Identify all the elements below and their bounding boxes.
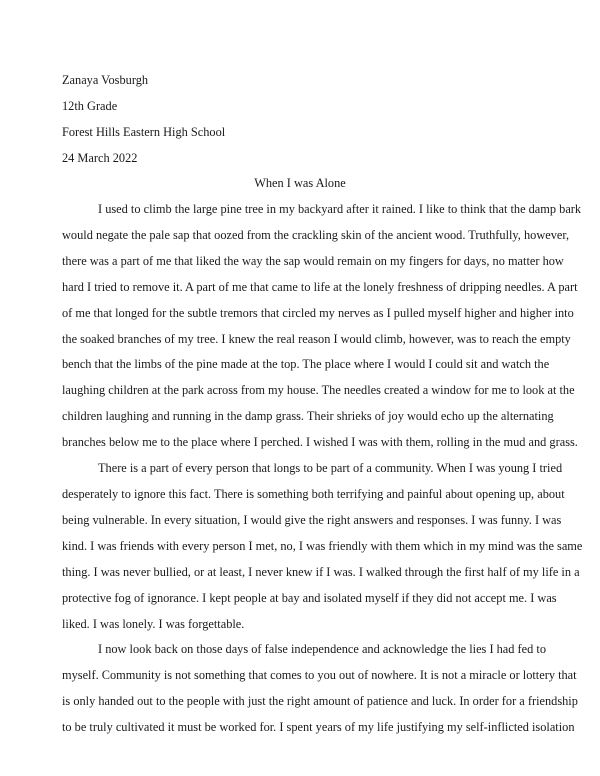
text-line: to be truly cultivated it must be worked for. I spent years of my life justifying my self-inflicted isolation [62,720,575,735]
text-line: there was a part of me that liked the way the sap would remain on my fingers for days, no matter how [62,253,564,268]
text-line: There is a part of every person that longs to be part of a community. When I was young I tried [98,461,563,476]
text-line: the soaked branches of my tree. I knew the real reason I would climb, however, was to reach the empty [62,331,571,346]
text-line: bench that the limbs of the pine made at the top. The place where I would I could sit and watch the [62,357,550,372]
text-line: I used to climb the large pine tree in my backyard after it rained. I like to think that the damp bark [98,202,582,216]
essay-body [62,197,583,741]
text-line: hard I tried to remove it. A part of me that came to life at the lonely freshness of dripping needles. A part [62,279,578,294]
paragraph [62,637,578,741]
school-name: Forest Hills Eastern High School [62,124,226,139]
paragraph [62,197,582,456]
text-line: myself. Community is not something that comes to you out of nowhere. It is not a miracle or lottery that [62,668,577,683]
paragraph [62,456,583,637]
text-line: kind. I was friends with every person I met, no, I was friendly with them which in my mind was the same [62,538,583,553]
text-line: branches below me to the place where I perched. I wished I was with them, rolling in the mud and grass. [62,435,578,450]
essay-header [62,68,542,172]
text-line: desperately to ignore this fact. There is something both terrifying and painful about opening up, about [62,486,565,501]
essay-date: 24 March 2022 [62,150,138,165]
text-line: I now look back on those days of false independence and acknowledge the lies I had fed to [98,642,546,657]
grade-level: 12th Grade [62,98,118,113]
text-line: of me that longed for the subtle tremors that circled my nerves as I pulled myself higher and higher into [62,305,574,320]
text-line: laughing children at the park across from my house. The needles created a window for me to look at the [62,383,575,398]
text-line: children laughing and running in the damp grass. Their shrieks of joy would echo up the alternating [62,409,554,424]
author-name: Zanaya Vosburgh [62,73,149,87]
text-line: is only handed out to the people with just the right amount of patience and luck. In order for a friendship [62,694,578,709]
text-line: would negate the pale sap that oozed from the crackling skin of the ancient wood. Truthfully, however, [62,227,570,242]
text-line: being vulnerable. In every situation, I would give the right answers and responses. I was funny. I was [62,512,562,527]
essay-title: When I was Alone [254,176,346,190]
text-line: liked. I was lonely. I was forgettable. [62,616,245,631]
text-line: protective fog of ignorance. I kept people at bay and isolated myself if they did not accept me. I was [62,590,557,605]
text-line: thing. I was never bullied, or at least, I never knew if I was. I walked through the first half of my life in a [62,564,580,579]
